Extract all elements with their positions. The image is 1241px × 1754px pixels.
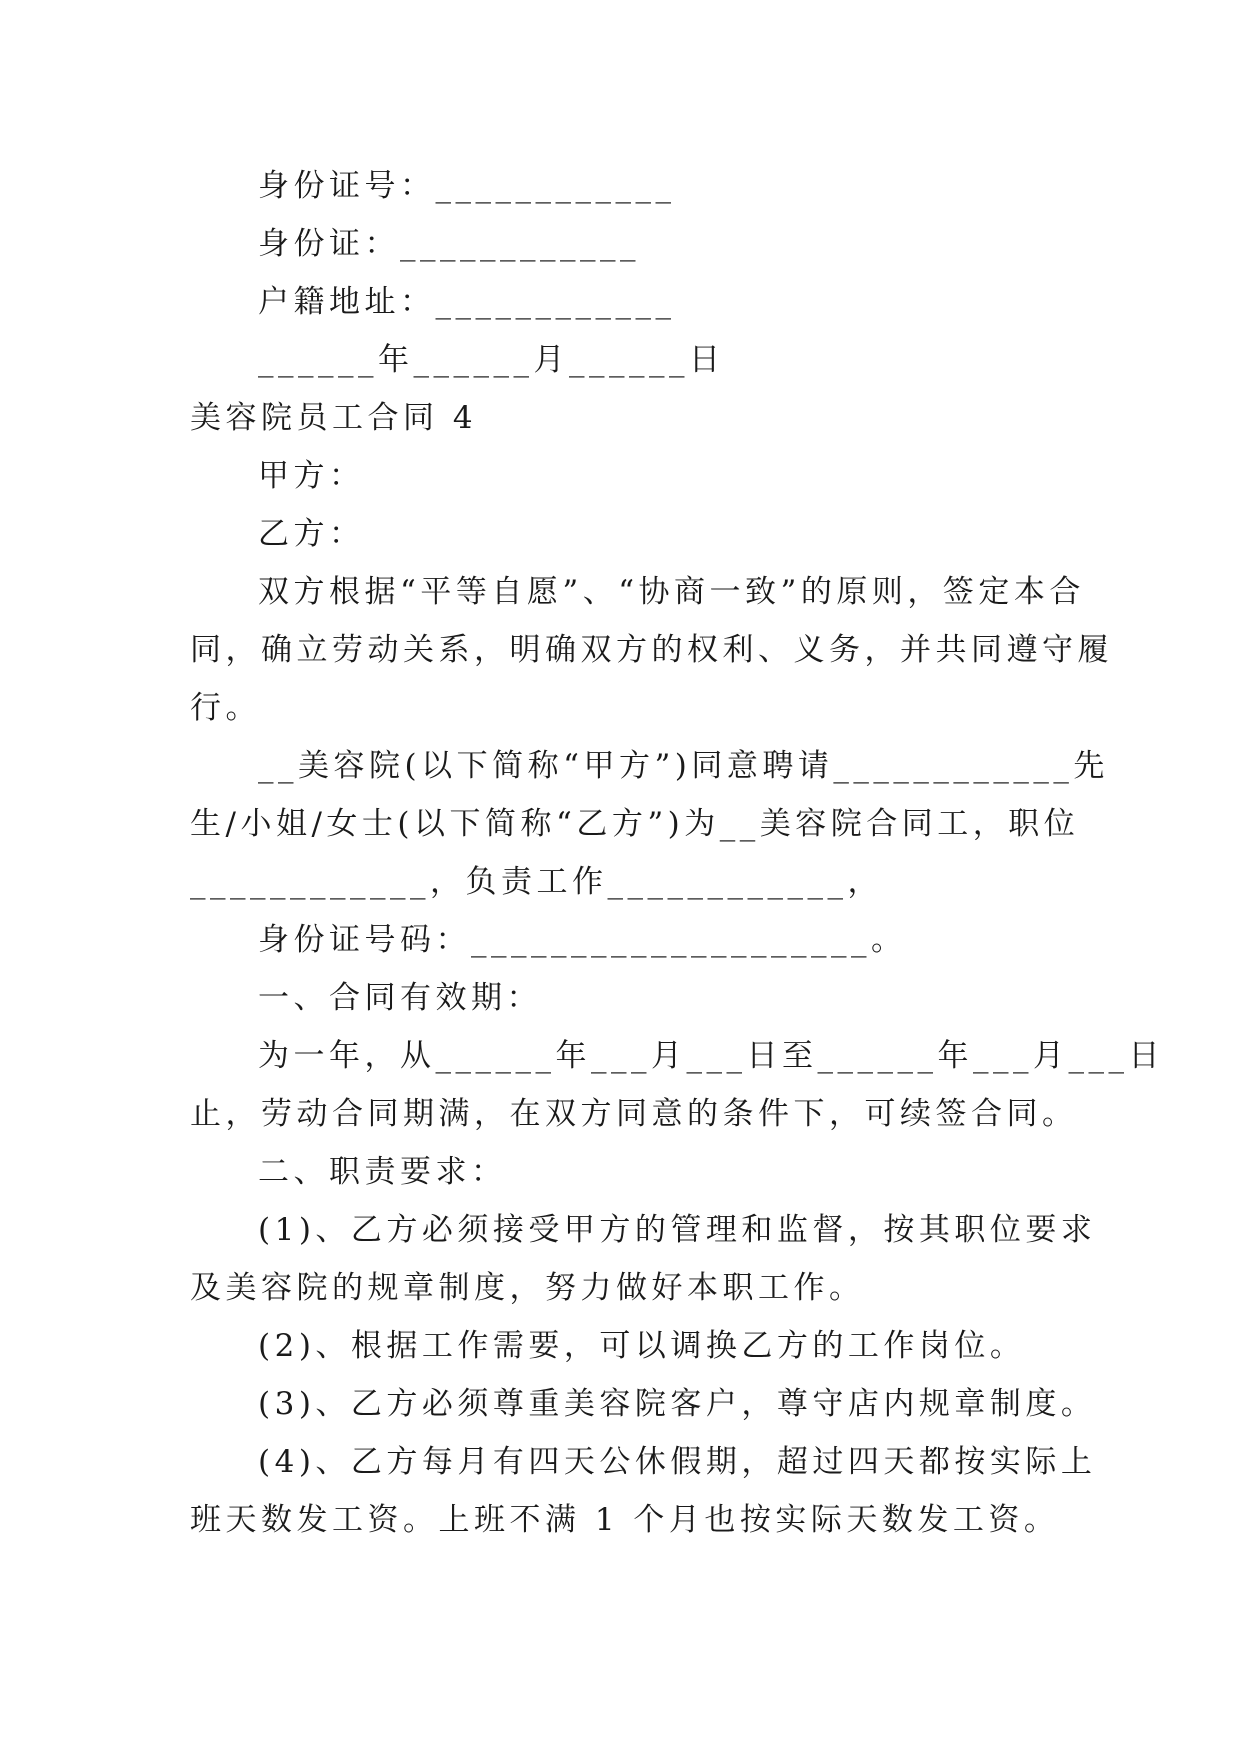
paragraph-line: ____________，负责工作____________， <box>190 864 883 900</box>
paragraph-line: (2)、根据工作需要，可以调换乙方的工作岗位。 <box>258 1328 1026 1364</box>
paragraph-line: (3)、乙方必须尊重美容院客户，尊守店内规章制度。 <box>258 1386 1097 1422</box>
paragraph-line: 止，劳动合同期满，在双方同意的条件下，可续签合同。 <box>190 1096 1078 1132</box>
party-b-line: 乙方： <box>258 516 365 552</box>
party-a-line: 甲方： <box>258 458 365 494</box>
paragraph-line: 及美容院的规章制度，努力做好本职工作。 <box>190 1270 865 1306</box>
section-heading: 一、合同有效期： <box>258 980 542 1016</box>
contract-heading: 美容院员工合同 4 <box>190 400 478 436</box>
paragraph-line: 行。 <box>190 690 261 726</box>
paragraph-line: 生/小姐/女士(以下简称“乙方”)为__美容院合同工，职位 <box>190 806 1080 842</box>
section-heading: 二、职责要求： <box>258 1154 507 1190</box>
date-line: ______年______月______日 <box>258 342 725 378</box>
paragraph-line: __美容院(以下简称“甲方”)同意聘请____________先 <box>258 748 1109 784</box>
paragraph-line: 双方根据“平等自愿”、“协商一致”的原则，签定本合 <box>258 574 1085 610</box>
paragraph-line: 为一年，从______年___月___日至______年___月___日 <box>258 1038 1164 1074</box>
id-number-line: 身份证号：____________ <box>258 168 676 204</box>
id-number-code-line: 身份证号码：____________________。 <box>258 922 907 958</box>
paragraph-line: (1)、乙方必须接受甲方的管理和监督，按其职位要求 <box>258 1212 1097 1248</box>
paragraph-line: 班天数发工资。上班不满 1 个月也按实际天数发工资。 <box>190 1502 1060 1538</box>
paragraph-line: (4)、乙方每月有四天公休假期，超过四天都按实际上 <box>258 1444 1097 1480</box>
paragraph-line: 同，确立劳动关系，明确双方的权利、义务，并共同遵守履 <box>190 632 1113 668</box>
id-card-line: 身份证：____________ <box>258 226 640 262</box>
household-address-line: 户籍地址：____________ <box>258 284 676 320</box>
